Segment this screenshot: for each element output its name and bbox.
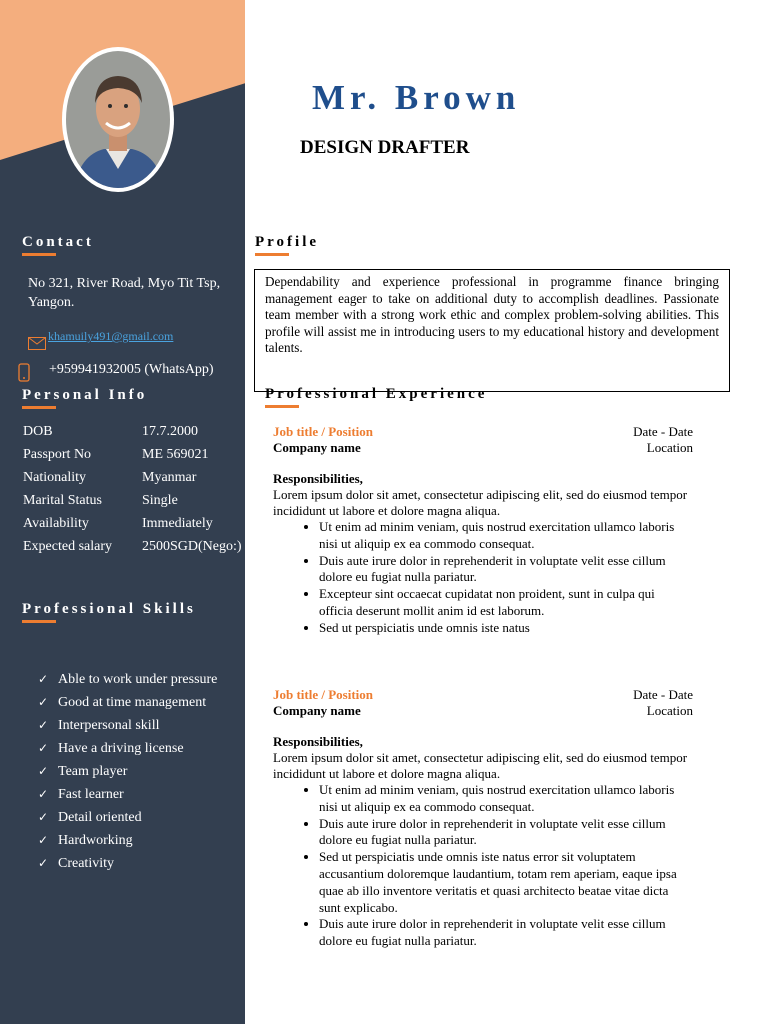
job-title: Job title / Position [273, 687, 374, 702]
profile-photo [62, 47, 174, 192]
responsibilities-label: Responsibilities, [273, 471, 363, 486]
info-row-nationality [23, 470, 248, 493]
skill-item: ✓ Team player [38, 764, 128, 779]
heading-underline [22, 620, 56, 623]
list-item: • Excepteur sint occaecat cupidatat non proident, sunt in culpa qui officia deserunt mollit anim id est laborum. [319, 586, 689, 620]
info-value: 17.7.2000 [142, 424, 198, 439]
profile-title: Profile [255, 234, 320, 250]
info-label: Marital Status [23, 493, 102, 508]
info-row-dob [23, 424, 248, 447]
skill-item: ✓ Creativity [38, 856, 114, 871]
info-label: Nationality [23, 470, 86, 485]
personal-info-heading [22, 387, 147, 404]
profile-heading [255, 234, 319, 251]
list-item: • Duis aute irure dolor in reprehenderit in voluptate velit esse cillum dolore eu fugiat nulla pariatur. [319, 816, 689, 850]
personal-info-title: Personal Info [22, 387, 148, 403]
heading-underline [22, 406, 56, 409]
info-label: Passport No [23, 447, 92, 462]
phone-icon [18, 363, 30, 387]
email-link[interactable]: khamuily491@gmail.com [48, 329, 174, 343]
skill-item: ✓ Able to work under pressure [38, 672, 218, 687]
contact-heading [22, 234, 94, 251]
experience-heading [265, 386, 487, 403]
skill-item: ✓ Good at time management [38, 695, 207, 710]
list-item: • Ut enim ad minim veniam, quis nostrud exercitation ullamco laboris nisi ut aliquip ex ea commodo consequat. [319, 782, 689, 816]
info-value: Single [142, 493, 178, 508]
skills-heading [22, 601, 196, 618]
job-role: DESIGN DRAFTER [300, 137, 470, 158]
check-icon: ✓ [38, 856, 49, 870]
avatar [66, 51, 170, 188]
job-entry [273, 424, 693, 637]
list-item: • Sed ut perspiciatis unde omnis iste natus [319, 620, 689, 637]
phone-number: +959941932005 (WhatsApp) [49, 362, 214, 377]
job-dates: Date - Date [633, 424, 693, 439]
info-row-availability [23, 516, 248, 539]
check-icon: ✓ [38, 718, 49, 732]
job-dates: Date - Date [633, 687, 693, 702]
candidate-name: Mr. Brown [312, 78, 521, 117]
skill-item: ✓ Detail oriented [38, 810, 142, 825]
check-icon: ✓ [38, 810, 49, 824]
info-value: Immediately [142, 516, 213, 531]
responsibilities-label: Responsibilities, [273, 734, 363, 749]
job-entry [273, 687, 693, 950]
check-icon: ✓ [38, 741, 49, 755]
check-icon: ✓ [38, 787, 49, 801]
heading-underline [22, 253, 56, 256]
heading-underline [255, 253, 289, 256]
check-icon: ✓ [38, 672, 49, 686]
responsibilities-list [273, 519, 693, 637]
responsibilities-list [273, 782, 693, 950]
responsibilities-intro: Lorem ipsum dolor sit amet, consectetur adipiscing elit, sed do eiusmod tempor incididunt ut labore et dolore magna aliqua. [273, 750, 688, 781]
company-name: Company name [273, 440, 361, 455]
info-row-passport [23, 447, 248, 470]
list-item: • Duis aute irure dolor in reprehenderit in voluptate velit esse cillum dolore eu fugiat nulla pariatur. [319, 916, 689, 950]
check-icon: ✓ [38, 764, 49, 778]
list-item: • Sed ut perspiciatis unde omnis iste natus error sit voluptatem accusantium doloremque laudantium, totam rem aperiam, eaque ipsa quae ab illo inventore veritatis et quasi architecto beatae vitae dicta sunt explicabo. [319, 849, 689, 916]
info-value: Myanmar [142, 470, 197, 485]
heading-underline [265, 405, 299, 408]
envelope-icon [28, 337, 46, 355]
responsibilities-intro: Lorem ipsum dolor sit amet, consectetur adipiscing elit, sed do eiusmod tempor incididunt ut labore et dolore magna aliqua. [273, 487, 688, 518]
info-value: ME 569021 [142, 447, 209, 462]
skill-item: ✓ Interpersonal skill [38, 718, 160, 733]
list-item: • Duis aute irure dolor in reprehenderit in voluptate velit esse cillum dolore eu fugiat nulla pariatur. [319, 553, 689, 587]
profile-summary: Dependability and experience professional in programme finance bringing management eager to take on additional duty to accomplish deadlines. Passionate team member with a strong work ethic and complex problem-solving abilities. This profile will assist me in introducing users to my educational history and development talents. [254, 269, 730, 392]
check-icon: ✓ [38, 695, 49, 709]
skill-item: ✓ Hardworking [38, 833, 133, 848]
info-label: Expected salary [23, 539, 113, 554]
skill-item: ✓ Have a driving license [38, 741, 184, 756]
skill-item: ✓ Fast learner [38, 787, 124, 802]
list-item: • Ut enim ad minim veniam, quis nostrud exercitation ullamco laboris nisi ut aliquip ex ea commodo consequat. [319, 519, 689, 553]
info-label: DOB [23, 424, 53, 439]
company-name: Company name [273, 703, 361, 718]
job-location: Location [646, 703, 693, 718]
experience-title: Professional Experience [265, 386, 488, 402]
info-row-salary [23, 539, 248, 562]
check-icon: ✓ [38, 833, 49, 847]
info-value: 2500SGD(Nego:) [142, 539, 242, 554]
job-title: Job title / Position [273, 424, 374, 439]
skills-title: Professional Skills [22, 601, 196, 617]
contact-title: Contact [22, 234, 94, 250]
job-location: Location [646, 440, 693, 455]
info-row-marital [23, 493, 248, 516]
address: No 321, River Road, Myo Tit Tsp, Yangon. [28, 276, 221, 310]
info-label: Availability [23, 516, 89, 531]
